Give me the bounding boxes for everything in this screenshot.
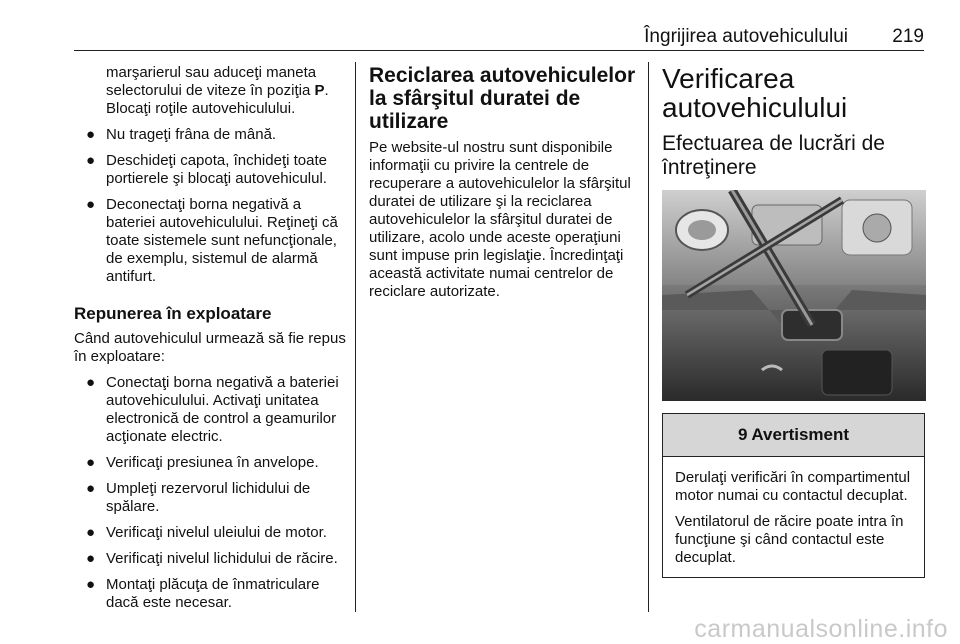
list-item-text: Verificaţi nivelul lichidului de răcire. <box>106 550 338 567</box>
engine-compartment-photo <box>662 190 926 401</box>
warning-paragraph: Ventilatorul de răcire poate intra în funcţiune şi când contactul este decuplat. <box>675 513 904 566</box>
list-item <box>74 196 349 286</box>
list-item <box>74 126 349 144</box>
bullet-icon: ● <box>86 524 96 541</box>
list-item-text: Montaţi plăcuţa de înmatriculare dacă este necesar. <box>106 576 320 611</box>
warning-box <box>662 413 925 578</box>
section-subtitle: Efectuarea de lucrări de întreţinere <box>662 132 885 179</box>
list-item-text: Deschideţi capota, închideţi toate portierele şi blocaţi autovehiculul. <box>106 152 327 187</box>
warning-header <box>663 414 924 457</box>
list-item <box>74 480 349 516</box>
list-item <box>74 152 349 188</box>
chapter-title: Îngrijirea autovehiculului <box>644 26 848 47</box>
continued-text-start: marşarierul sau aduceţi maneta selectorului de viteze în poziţia <box>106 64 317 99</box>
site-watermark: carmanualsonline.info <box>694 615 948 643</box>
bullet-icon: ● <box>86 126 96 143</box>
warning-title: Avertisment <box>751 425 850 444</box>
page-number: 219 <box>892 26 924 47</box>
bullet-icon: ● <box>86 550 96 567</box>
list-item-text: Conectaţi borna negativă a bateriei autovehiculului. Activaţi unitatea electronică de control a geamurilor acţionate electric. <box>106 374 339 445</box>
recycling-heading: Reciclarea autovehiculelor la sfârşitul duratei de utilizare <box>369 64 636 133</box>
warning-paragraph: Derulaţi verificări în compartimentul motor numai cu contactul decuplat. <box>675 469 911 504</box>
bullet-icon: ● <box>86 152 96 169</box>
continued-text-end: . Blocaţi roţile autovehiculului. <box>106 82 329 117</box>
bullet-icon: ● <box>86 480 96 497</box>
list-item-text: Verificaţi nivelul uleiului de motor. <box>106 524 327 541</box>
column-1 <box>74 64 349 612</box>
warning-triangle-icon: 9 <box>737 425 748 444</box>
column-3 <box>662 64 926 578</box>
bullet-icon: ● <box>86 454 96 471</box>
column-divider-1 <box>355 62 356 612</box>
recommission-steps-list <box>74 374 349 612</box>
list-item <box>74 576 349 612</box>
list-item <box>74 454 349 472</box>
section-intro: Când autovehiculul urmează să fie repus în exploatare: <box>74 330 346 365</box>
header-rule <box>74 50 924 51</box>
continued-paragraph <box>74 64 349 118</box>
section-title: Verificarea autovehiculului <box>662 63 848 123</box>
warning-body <box>663 457 924 577</box>
recycling-body: Pe website-ul nostru sunt disponibile informaţii cu privire la centrele de recuperare a autovehiculelor la sfârşitul duratei de utilizare şi la reciclarea autovehiculelor la sfârşitul duratei de utilizare, acolo unde aceste operaţiuni sunt impuse prin legislaţie. Încredinţaţi această activitate numai centrelor de reciclare autorizate. <box>369 139 631 300</box>
section-heading: Repunerea în exploatare <box>74 304 272 323</box>
list-item-text: Verificaţi presiunea în anvelope. <box>106 454 319 471</box>
list-item <box>74 550 349 568</box>
column-2 <box>369 64 641 301</box>
list-item-text: Deconectaţi borna negativă a bateriei autovehiculului. Reţineţi că toate sistemele sunt nefuncţionale, de exemplu, sistemul de alarmă antifurt. <box>106 196 338 285</box>
gear-position-label: P <box>314 82 325 99</box>
list-item <box>74 524 349 542</box>
column-divider-2 <box>648 62 649 612</box>
bullet-icon: ● <box>86 374 96 391</box>
storage-steps-list <box>74 126 349 286</box>
bullet-icon: ● <box>86 576 96 593</box>
list-item-text: Nu trageţi frâna de mână. <box>106 126 277 143</box>
list-item-text: Umpleţi rezervorul lichidului de spălare. <box>106 480 311 515</box>
bullet-icon: ● <box>86 196 96 213</box>
list-item <box>74 374 349 446</box>
page-header <box>0 0 960 50</box>
